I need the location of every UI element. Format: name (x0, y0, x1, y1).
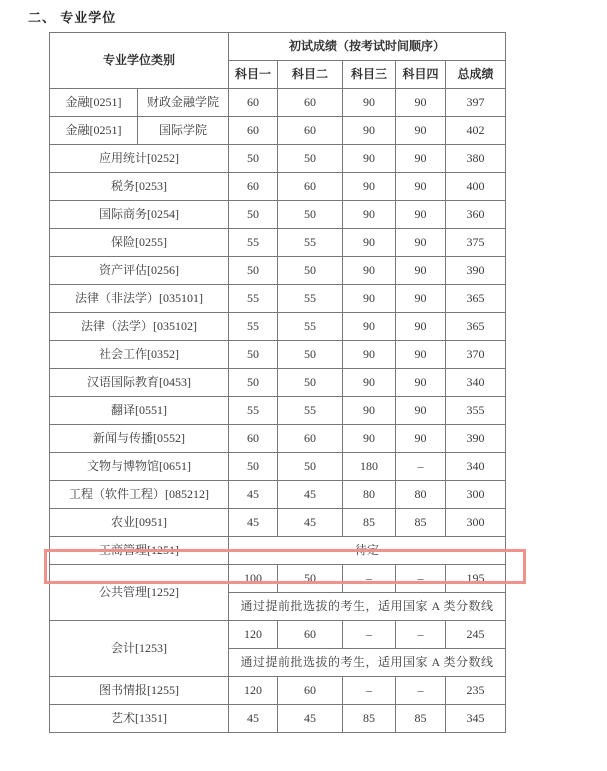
score-cell: 55 (229, 285, 278, 313)
header-scores-group: 初试成绩（按考试时间顺序） (229, 33, 506, 61)
score-cell: 90 (343, 285, 396, 313)
table-row (50, 481, 506, 509)
score-cell: 90 (396, 341, 446, 369)
total-cell: 380 (446, 145, 506, 173)
score-cell: 60 (229, 173, 278, 201)
score-cell: 90 (396, 89, 446, 117)
category-cell: 农业[0951] (50, 509, 229, 537)
score-cell: 80 (343, 481, 396, 509)
category-cell: 新闻与传播[0552] (50, 425, 229, 453)
score-cell: 60 (278, 621, 343, 649)
total-cell: 390 (446, 257, 506, 285)
category-cell: 法律（非法学）[035101] (50, 285, 229, 313)
score-cell: 45 (278, 705, 343, 733)
score-cell: 90 (396, 313, 446, 341)
score-cell: – (343, 621, 396, 649)
score-cell: 90 (396, 397, 446, 425)
total-cell: 195 (446, 565, 506, 593)
score-cell: 50 (229, 369, 278, 397)
score-cell: 90 (396, 257, 446, 285)
header-subject2: 科目二 (278, 61, 343, 89)
score-cell: 180 (343, 453, 396, 481)
score-cell: – (396, 677, 446, 705)
score-cell: 45 (278, 481, 343, 509)
score-cell: 50 (278, 201, 343, 229)
score-cell: 90 (396, 285, 446, 313)
score-cell: 60 (278, 89, 343, 117)
category-cell: 金融[0251] (50, 89, 138, 117)
category-cell: 图书情报[1255] (50, 677, 229, 705)
score-cell: 85 (343, 705, 396, 733)
note-cell: 通过提前批选拔的考生，适用国家 A 类分数线 (229, 593, 506, 621)
score-cell: 50 (278, 565, 343, 593)
total-cell: 300 (446, 481, 506, 509)
score-cell: 85 (396, 705, 446, 733)
score-cell: 50 (278, 145, 343, 173)
category-cell: 法律（法学）[035102] (50, 313, 229, 341)
total-cell: 397 (446, 89, 506, 117)
score-cell: 50 (229, 145, 278, 173)
score-cell: 90 (396, 201, 446, 229)
score-cell: 60 (278, 425, 343, 453)
header-subject4: 科目四 (396, 61, 446, 89)
total-cell: 340 (446, 369, 506, 397)
category-cell: 汉语国际教育[0453] (50, 369, 229, 397)
score-cell: 90 (396, 369, 446, 397)
total-cell: 245 (446, 621, 506, 649)
score-cell: 85 (396, 509, 446, 537)
score-cell: 50 (229, 257, 278, 285)
section-title: 二、 专业学位 (28, 10, 117, 25)
category-cell: 艺术[1351] (50, 705, 229, 733)
score-cell: 50 (278, 257, 343, 285)
score-cell: 50 (229, 453, 278, 481)
table-row (50, 313, 506, 341)
total-cell: 365 (446, 313, 506, 341)
score-cell: 60 (229, 89, 278, 117)
score-cell: 45 (278, 509, 343, 537)
table-row (50, 89, 506, 117)
score-cell: 50 (278, 453, 343, 481)
score-cell: 60 (229, 425, 278, 453)
total-cell: 235 (446, 677, 506, 705)
table-row (50, 257, 506, 285)
category-cell: 保险[0255] (50, 229, 229, 257)
note-cell: 通过提前批选拔的考生，适用国家 A 类分数线 (229, 649, 506, 677)
table-row (50, 509, 506, 537)
college-cell: 国际学院 (138, 117, 229, 145)
score-cell: 55 (278, 285, 343, 313)
score-cell: – (396, 565, 446, 593)
category-cell: 资产评估[0256] (50, 257, 229, 285)
score-cell: 90 (343, 341, 396, 369)
total-cell: 365 (446, 285, 506, 313)
score-cell: 90 (396, 145, 446, 173)
score-cell: 55 (278, 397, 343, 425)
score-cell: 55 (229, 313, 278, 341)
score-cell: 50 (278, 341, 343, 369)
table-row-pending (50, 537, 506, 565)
score-cell: – (396, 621, 446, 649)
total-cell: 400 (446, 173, 506, 201)
score-cell: 60 (229, 117, 278, 145)
table-row (50, 341, 506, 369)
table-row (50, 453, 506, 481)
category-cell: 金融[0251] (50, 117, 138, 145)
score-cell: 90 (396, 425, 446, 453)
category-cell: 会计[1253] (50, 621, 229, 677)
score-cell: 55 (229, 229, 278, 257)
header-subject1: 科目一 (229, 61, 278, 89)
table-row (50, 117, 506, 145)
score-cell: 45 (229, 481, 278, 509)
score-cell: 60 (278, 677, 343, 705)
score-cell: 90 (343, 117, 396, 145)
score-cell: – (343, 677, 396, 705)
score-cell: 55 (229, 397, 278, 425)
score-cell: 90 (396, 117, 446, 145)
score-cell: 90 (343, 89, 396, 117)
score-cell: 45 (229, 705, 278, 733)
table-row (50, 229, 506, 257)
score-cell: – (343, 565, 396, 593)
header-category: 专业学位类别 (50, 33, 229, 89)
table-row (50, 565, 506, 593)
table-row (50, 705, 506, 733)
total-cell: 402 (446, 117, 506, 145)
total-cell: 370 (446, 341, 506, 369)
header-total: 总成绩 (446, 61, 506, 89)
college-cell: 财政金融学院 (138, 89, 229, 117)
score-cell: 90 (396, 173, 446, 201)
table-row (50, 677, 506, 705)
score-cell: 90 (343, 257, 396, 285)
header-row (50, 33, 506, 61)
score-cell: 90 (396, 229, 446, 257)
score-cell: 90 (343, 369, 396, 397)
score-cell: 45 (229, 509, 278, 537)
score-cell: 85 (343, 509, 396, 537)
score-cell: 90 (343, 201, 396, 229)
category-cell: 国际商务[0254] (50, 201, 229, 229)
table-row (50, 425, 506, 453)
category-cell: 工程（软件工程）[085212] (50, 481, 229, 509)
header-subject3: 科目三 (343, 61, 396, 89)
table-row (50, 285, 506, 313)
score-cell: 90 (343, 173, 396, 201)
score-cell: 60 (278, 117, 343, 145)
score-cell: 120 (229, 621, 278, 649)
total-cell: 300 (446, 509, 506, 537)
score-cell: 90 (343, 313, 396, 341)
score-cell: 90 (343, 425, 396, 453)
score-cell: 100 (229, 565, 278, 593)
category-cell: 公共管理[1252] (50, 565, 229, 621)
score-cell: 55 (278, 229, 343, 257)
table-row (50, 397, 506, 425)
total-cell: 390 (446, 425, 506, 453)
admission-scores-table (49, 32, 506, 733)
table-row (50, 201, 506, 229)
score-cell: 50 (229, 341, 278, 369)
score-cell: – (396, 453, 446, 481)
table-row (50, 173, 506, 201)
total-cell: 360 (446, 201, 506, 229)
score-cell: 55 (278, 313, 343, 341)
category-cell: 工商管理[1251] (50, 537, 229, 565)
category-cell: 社会工作[0352] (50, 341, 229, 369)
category-cell: 文物与博物馆[0651] (50, 453, 229, 481)
category-cell: 税务[0253] (50, 173, 229, 201)
score-cell: 120 (229, 677, 278, 705)
score-cell: 90 (343, 145, 396, 173)
category-cell: 应用统计[0252] (50, 145, 229, 173)
score-cell: 80 (396, 481, 446, 509)
total-cell: 345 (446, 705, 506, 733)
score-cell: 60 (278, 173, 343, 201)
score-cell: 50 (229, 201, 278, 229)
score-cell: 90 (343, 397, 396, 425)
table-row (50, 621, 506, 649)
total-cell: 355 (446, 397, 506, 425)
table-row (50, 145, 506, 173)
category-cell: 翻译[0551] (50, 397, 229, 425)
total-cell: 340 (446, 453, 506, 481)
score-cell: 90 (343, 229, 396, 257)
table-row (50, 369, 506, 397)
total-cell: 375 (446, 229, 506, 257)
pending-cell: 待定 (229, 537, 506, 565)
score-cell: 50 (278, 369, 343, 397)
